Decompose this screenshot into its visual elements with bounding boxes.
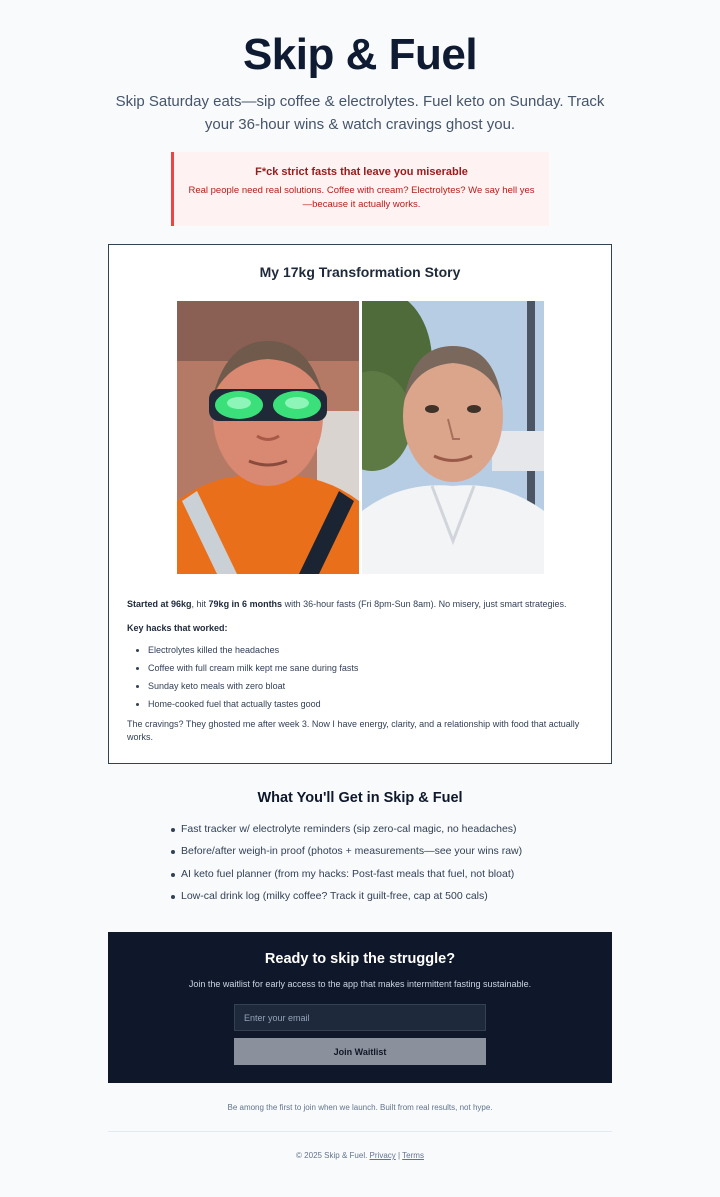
list-item: • Coffee with full cream milk kept me sane during fasts (148, 662, 593, 676)
before-photo (177, 301, 359, 574)
privacy-link[interactable]: Privacy (369, 1151, 396, 1160)
story-intro (127, 598, 593, 612)
features-list (181, 822, 522, 911)
warning-text: Real people need real solutions. Coffee with cream? Electrolytes? We say hell yes—because it actually works. (188, 185, 535, 210)
story-body (127, 598, 593, 745)
after-photo (362, 301, 544, 574)
copyright: © 2025 Skip & Fuel. (296, 1151, 370, 1160)
cta-title: Ready to skip the struggle? (264, 951, 456, 967)
footer (0, 1151, 720, 1160)
footer-separator: | (395, 1151, 403, 1160)
list-item: Fast tracker w/ electrolyte reminders (sip zero-cal magic, no headaches) (181, 822, 522, 837)
story-title: My 17kg Transformation Story (259, 264, 461, 280)
join-waitlist-button[interactable]: Join Waitlist (234, 1038, 486, 1065)
launch-note: Be among the first to join when we launch. Built from real results, not hype. (227, 1103, 493, 1112)
cta-subtitle: Join the waitlist for early access to the app that makes intermittent fasting sustainable. (188, 979, 532, 989)
footer-divider (108, 1131, 612, 1132)
start-weight: Started at 96kg (127, 599, 192, 609)
result-weight: 79kg in 6 months (208, 599, 283, 609)
hero-subtitle: Skip Saturday eats—sip coffee & electrolytes. Fuel keto on Sunday. Track your 36-hour wins & watch cravings ghost you. (115, 93, 605, 133)
transformation-story-card (108, 244, 612, 764)
terms-link[interactable]: Terms (402, 1151, 424, 1160)
waitlist-cta (108, 932, 612, 1083)
warning-title: F*ck strict fasts that leave you miserable (255, 166, 468, 178)
intro-rest: with 36-hour fasts (Fri 8pm-Sun 8am). No misery, just smart strategies. (282, 599, 567, 609)
list-item: AI keto fuel planner (from my hacks: Post-fast meals that fuel, not bloat) (181, 867, 522, 882)
warning-callout (171, 152, 549, 226)
story-closing: The cravings? They ghosted me after week 3. Now I have energy, clarity, and a relationship with food that actually works. (127, 718, 580, 742)
list-item: Low-cal drink log (milky coffee? Track it guilt-free, cap at 500 cals) (181, 889, 522, 904)
features-title: What You'll Get in Skip & Fuel (257, 790, 463, 806)
hacks-title: Key hacks that worked: (127, 622, 228, 633)
hacks-list (127, 644, 593, 712)
list-item: Before/after weigh-in proof (photos + measurements—see your wins raw) (181, 845, 523, 858)
list-item: • Electrolytes killed the headaches (148, 644, 593, 658)
intro-connector: , hit (191, 599, 209, 609)
list-item: • Sunday keto meals with zero bloat (148, 680, 593, 694)
list-item: • Home-cooked fuel that actually tastes good (148, 698, 593, 712)
page-title: Skip & Fuel (242, 30, 478, 79)
email-input[interactable] (234, 1004, 486, 1031)
